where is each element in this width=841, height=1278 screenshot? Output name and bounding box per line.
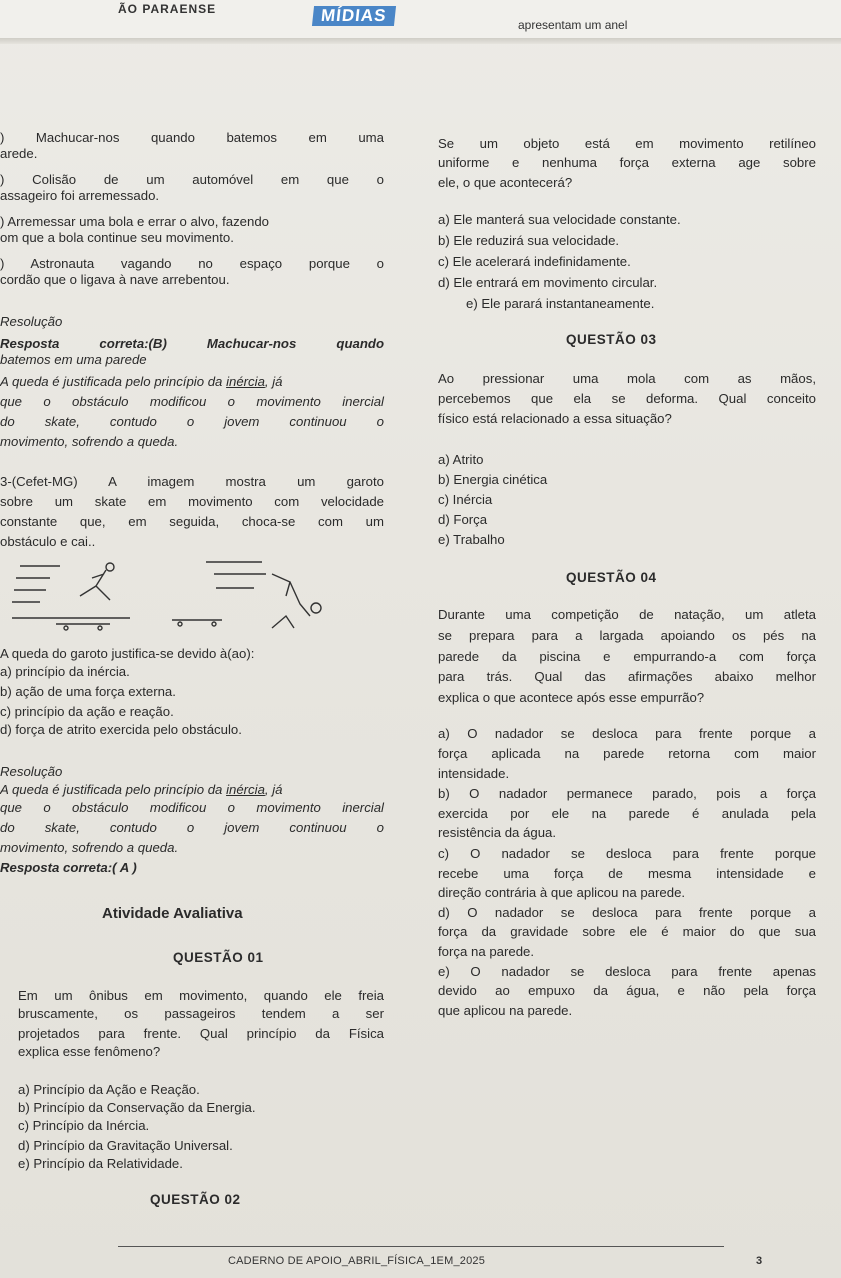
q3-text-4: obstáculo e cai.. [0, 534, 96, 549]
q04-text-4: para trás. Qual das afirmações abaixo melhor [438, 669, 816, 684]
q3-question: A queda do garoto justifica-se devido à(ao): [0, 646, 255, 661]
q04-option-c-3: direção contrária à que aplicou na parede. [438, 885, 686, 900]
q04-text-1: Durante uma competição de natação, um atleta [438, 607, 816, 622]
activity-title: Atividade Avaliativa [102, 905, 243, 922]
resolution-2-line-3: do skate, contudo o jovem continuou o [0, 820, 384, 835]
q01-option-a: a) Princípio da Ação e Reação. [18, 1082, 200, 1097]
skater-illustration [10, 556, 340, 636]
q01-option-c: c) Princípio da Inércia. [18, 1118, 150, 1133]
q04-option-d-3: força na parede. [438, 944, 535, 959]
q01-text-3: projetados para frente. Qual princípio da Física [18, 1026, 384, 1041]
prev-option-e-cont: cordão que o ligava à nave arrebentou. [0, 272, 230, 287]
resolution-2-line-4: movimento, sofrendo a queda. [0, 840, 179, 855]
q02-option-a: a) Ele manterá sua velocidade constante. [438, 212, 681, 227]
q04-option-a-2: força aplicada na parede retorna com maior [438, 746, 816, 761]
header-paraense-fragment: ÃO PARAENSE [118, 2, 217, 16]
prev-option-c-cont: assageiro foi arremessado. [0, 188, 160, 203]
q01-text-4: explica esse fenômeno? [18, 1044, 161, 1059]
q04-option-b-1: b) O nadador permanece parado, pois a força [438, 786, 816, 801]
page-number: 3 [756, 1255, 763, 1267]
q01-option-d: d) Princípio da Gravitação Universal. [18, 1138, 233, 1153]
q04-option-e-3: que aplicou na parede. [438, 1003, 573, 1018]
resolution-2-line-1a: A queda é justificada pelo princípio da [0, 782, 227, 797]
q04-option-d-1: d) O nadador se desloca para frente porque a [438, 905, 816, 920]
skater-head-1 [106, 563, 114, 571]
q02-option-c: c) Ele acelerará indefinidamente. [438, 254, 631, 269]
q02-text-1: Se um objeto está em movimento retilíneo [438, 136, 816, 151]
resolution-1-answer-cont: batemos em uma parede [0, 352, 147, 367]
resolution-1-line-1 [0, 374, 384, 390]
skater-body-1 [80, 570, 110, 600]
resolution-1-line-4: movimento, sofrendo a queda. [0, 434, 179, 449]
q3-option-b: b) ação de uma força externa. [0, 684, 176, 699]
wheel-2b [212, 622, 216, 626]
resolution-2-inertia: inércia [226, 782, 265, 797]
q02-title: QUESTÃO 02 [150, 1192, 241, 1207]
q04-title: QUESTÃO 04 [566, 570, 657, 585]
q3-text-3: constante que, em seguida, choca-se com um [0, 514, 384, 529]
prev-option-c: ) Colisão de um automóvel em que o [0, 172, 384, 187]
resolution-1-answer-text: Resposta correta:(B) Machucar-nos quando [0, 336, 384, 351]
q04-text-2: se prepara para a largada apoiando os pés na [438, 628, 816, 643]
q04-option-b-3: resistência da água. [438, 825, 557, 840]
q03-text-1: Ao pressionar uma mola com as mãos, [438, 371, 816, 386]
footer-rule [118, 1246, 724, 1247]
q03-option-d: d) Força [438, 512, 488, 527]
resolution-2-title: Resolução [0, 764, 63, 779]
q03-text-3: físico está relacionado a essa situação? [438, 411, 672, 426]
q03-option-b: b) Energia cinética [438, 472, 548, 487]
prev-option-b: ) Machucar-nos quando batemos em uma [0, 130, 384, 145]
q04-option-e-1: e) O nadador se desloca para frente apenas [438, 964, 816, 979]
prev-option-e: ) Astronauta vagando no espaço porque o [0, 256, 384, 271]
wheel-2a [178, 622, 182, 626]
header-midias-logo: MÍDIAS [312, 6, 396, 26]
resolution-2-answer: Resposta correta:( A ) [0, 860, 137, 875]
resolution-1-line-1c: , já [264, 374, 283, 389]
q3-text-1: 3-(Cefet-MG) A imagem mostra um garoto [0, 474, 384, 489]
q01-title: QUESTÃO 01 [173, 950, 264, 965]
header-anel-fragment: apresentam um anel [518, 18, 628, 32]
q3-option-a: a) princípio da inércia. [0, 664, 130, 679]
q03-title: QUESTÃO 03 [566, 332, 657, 347]
q02-option-d: d) Ele entrará em movimento circular. [438, 275, 658, 290]
q02-option-e: e) Ele parará instantaneamente. [466, 296, 655, 311]
q01-option-b: b) Princípio da Conservação da Energia. [18, 1100, 256, 1115]
q01-option-e: e) Princípio da Relatividade. [18, 1156, 183, 1171]
q04-option-b-2: exercida por ele na parede é anulada pela [438, 806, 816, 821]
q04-option-c-2: recebe uma força de mesma intensidade e [438, 866, 816, 881]
page-fold [0, 38, 841, 44]
q03-text-2: percebemos que ela se deforma. Qual conceito [438, 391, 816, 406]
q02-text-3: ele, o que acontecerá? [438, 175, 573, 190]
q04-option-c-1: c) O nadador se desloca para frente porque [438, 846, 816, 861]
q03-option-a: a) Atrito [438, 452, 484, 467]
prev-option-d: ) Arremessar uma bola e errar o alvo, fazendo [0, 214, 270, 229]
wheel-1a [64, 626, 68, 630]
resolution-1-line-1a: A queda é justificada pelo princípio da [0, 374, 227, 389]
obstacle [272, 616, 294, 628]
wheel-1b [98, 626, 102, 630]
q04-text-3: parede da piscina e empurrando-a com força [438, 649, 816, 664]
footer-caption: CADERNO DE APOIO_ABRIL_FÍSICA_1EM_2025 [228, 1255, 486, 1267]
q04-option-e-2: devido ao empuxo da água, e não pela força [438, 983, 816, 998]
q04-text-5: explica o que acontece após esse empurrão? [438, 690, 705, 705]
skater-head-2 [311, 603, 321, 613]
resolution-2-line-1 [0, 782, 384, 798]
q02-option-b: b) Ele reduzirá sua velocidade. [438, 233, 620, 248]
q04-option-a-1: a) O nadador se desloca para frente porque a [438, 726, 816, 741]
skater-body-2 [272, 574, 310, 616]
q02-text-2: uniforme e nenhuma força externa age sobre [438, 155, 816, 170]
resolution-2-line-1c: , já [264, 782, 283, 797]
q01-text-2: bruscamente, os passageiros tendem a ser [18, 1006, 384, 1021]
resolution-1-line-2: que o obstáculo modificou o movimento inercial [0, 394, 384, 409]
q04-option-a-3: intensidade. [438, 766, 510, 781]
resolution-2-line-2: que o obstáculo modificou o movimento inercial [0, 800, 384, 815]
resolution-1-answer [0, 336, 384, 352]
q3-text-2: sobre um skate em movimento com velocidade [0, 494, 384, 509]
prev-option-b-cont: arede. [0, 146, 38, 161]
q3-option-c: c) princípio da ação e reação. [0, 704, 174, 719]
resolution-1-line-3: do skate, contudo o jovem continuou o [0, 414, 384, 429]
q03-option-e: e) Trabalho [438, 532, 505, 547]
prev-option-d-cont: om que a bola continue seu movimento. [0, 230, 234, 245]
q03-option-c: c) Inércia [438, 492, 493, 507]
q01-text-1: Em um ônibus em movimento, quando ele freia [18, 988, 384, 1003]
resolution-1-title: Resolução [0, 314, 63, 329]
resolution-1-inertia: inércia [226, 374, 265, 389]
q04-option-d-2: força da gravidade sobre ele é maior do que sua [438, 924, 816, 939]
q3-option-d: d) força de atrito exercida pelo obstáculo. [0, 722, 242, 737]
